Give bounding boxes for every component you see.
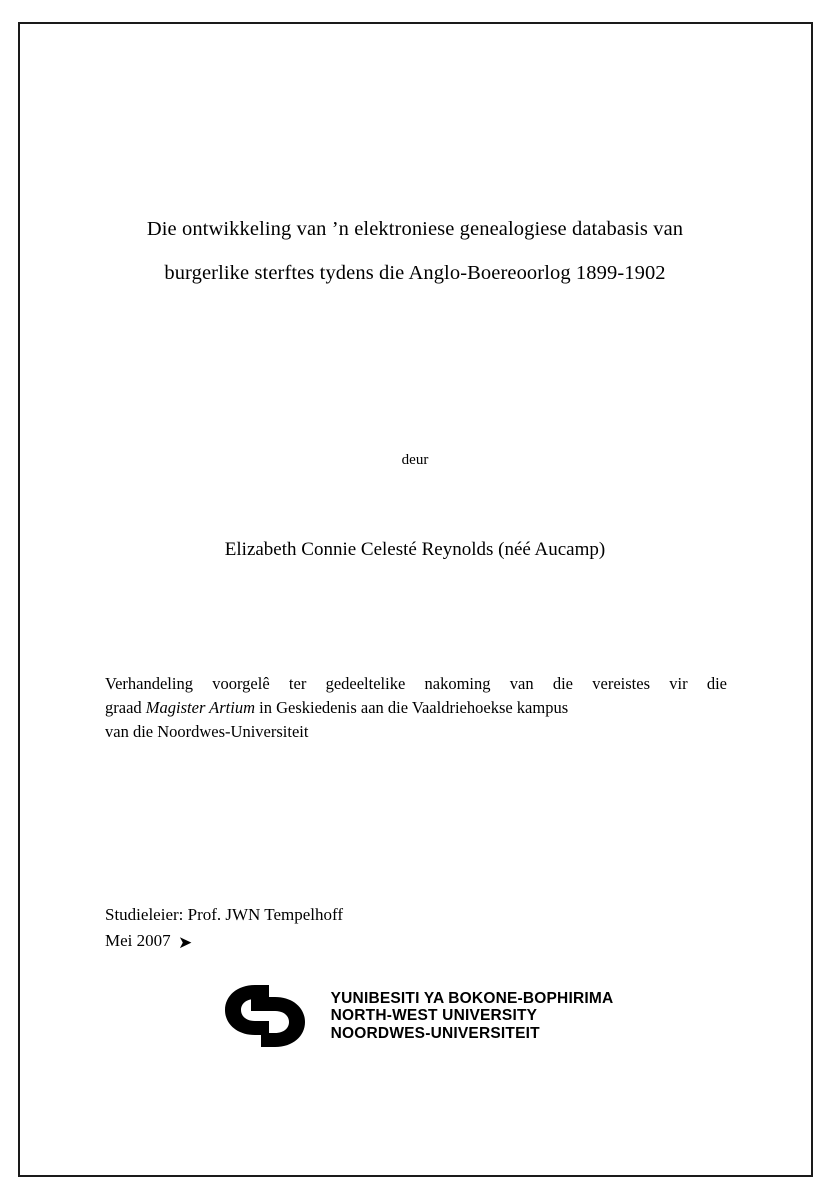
logo-text-block (331, 990, 614, 1043)
nwu-logo-icon (217, 977, 321, 1055)
supervisor-block (105, 902, 727, 954)
degree-statement-line-2-post: in Geskiedenis aan die Vaaldriehoekse kampus (255, 698, 569, 717)
page-title (100, 207, 730, 295)
degree-name-italic: Magister Artium (145, 698, 256, 717)
title-line-2: burgerlike sterftes tydens die Anglo-Boereoorlog 1899-1902 (164, 262, 666, 284)
logo-line-2: NORTH-WEST UNIVERSITY (330, 1007, 538, 1025)
degree-statement-line-2-pre: graad (105, 698, 146, 717)
degree-statement-line-1: Verhandeling voorgelê ter gedeeltelike nakoming van die vereistes vir die (105, 674, 727, 693)
degree-statement-line-3: van die Noordwes-Universiteit (105, 722, 309, 741)
title-line-1: Die ontwikkeling van ’n elektroniese genealogiese databasis van (146, 218, 684, 240)
date-line (105, 928, 727, 954)
date-text: Mei 2007 (105, 931, 171, 950)
page-content (100, 22, 730, 1177)
logo-line-3: NOORDWES-UNIVERSITEIT (330, 1024, 540, 1042)
degree-statement (105, 672, 727, 744)
pen-mark-annotation: ➤ (178, 933, 193, 952)
logo-line-1: YUNIBESITI YA BOKONE-BOPHIRIMA (330, 989, 614, 1007)
university-logo (100, 977, 730, 1055)
degree-statement-line-2 (105, 696, 727, 720)
author-name: Elizabeth Connie Celesté Reynolds (néé Aucamp) (224, 539, 606, 560)
supervisor-line: Studieleier: Prof. JWN Tempelhoff (105, 905, 344, 924)
byline-label: deur (401, 452, 429, 468)
